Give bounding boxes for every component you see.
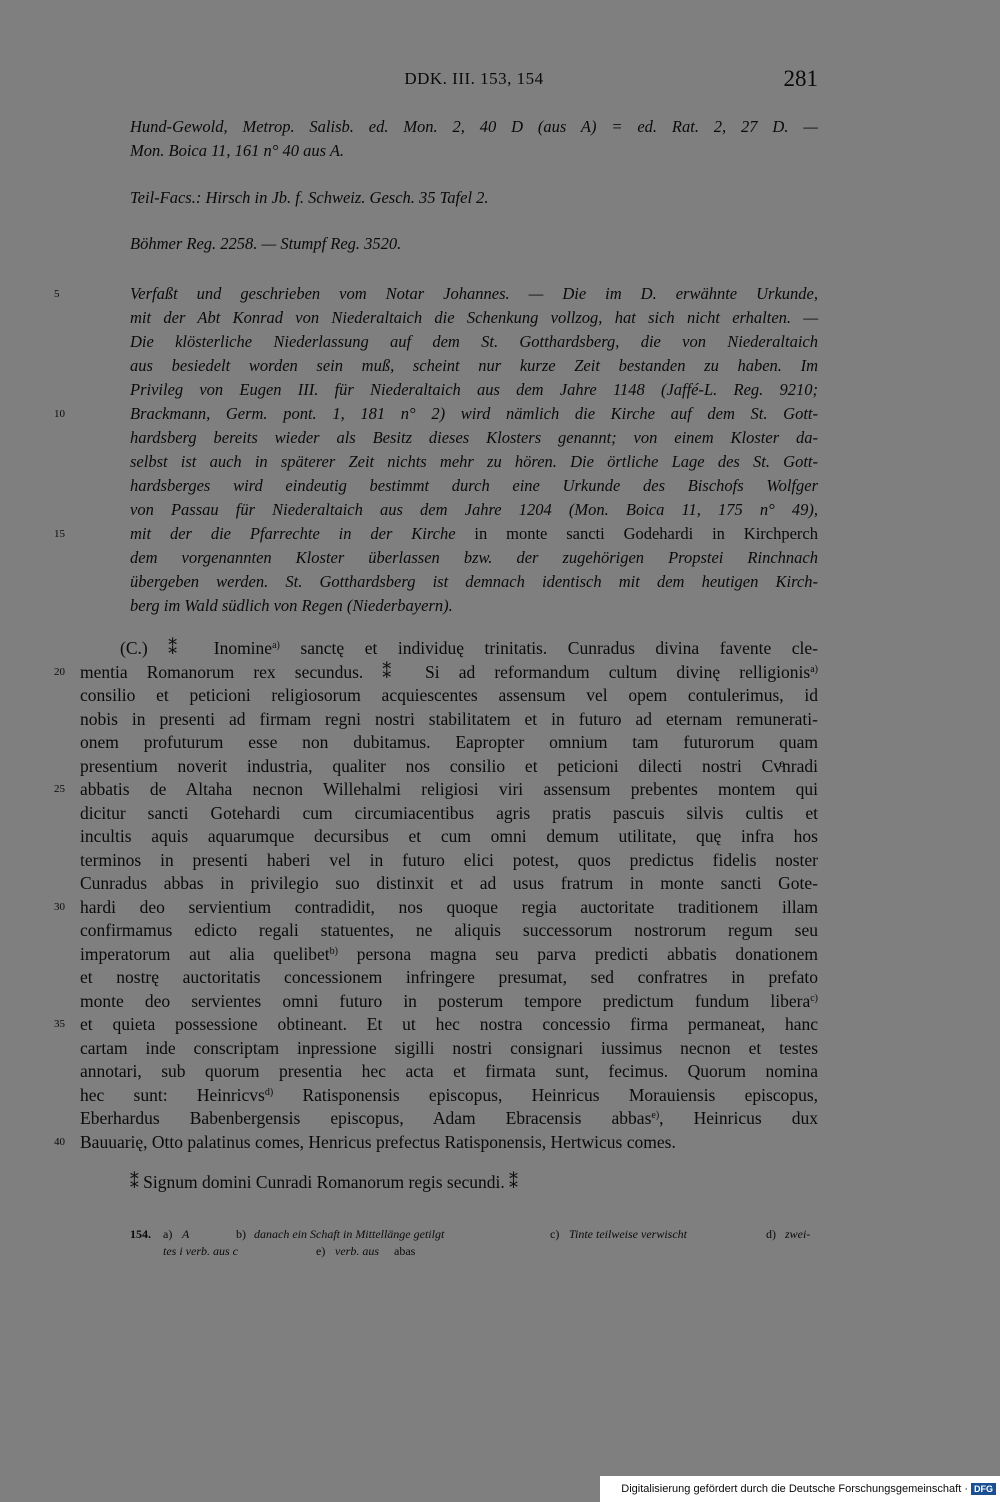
charter-text-segment: et nostrę auctoritatis concessionem infringere presumat, sed confratres in prefato xyxy=(80,967,818,987)
charter-text-segment: abbatis de Altaha necnon Willehalmi religiosi viri assensum prebentes montem qui xyxy=(80,779,818,799)
notes-row xyxy=(130,1243,818,1260)
commentary-text: übergeben werden. St. Gotthardsberg ist demnach identisch mit dem heutigen Kirch- xyxy=(130,572,818,591)
charter-text-segment: presentium noverit industria, qualiter nos consilio et peticioni dilecti nostri Cvͦnradi xyxy=(80,755,818,776)
footnote-marker: a) xyxy=(810,663,818,675)
charter-line xyxy=(80,755,818,779)
line-number: 10 xyxy=(54,408,65,420)
funding-credit: Digitalisierung gefördert durch die Deutsche Forschungsgemeinschaft xyxy=(621,1483,962,1495)
charter-line xyxy=(80,990,818,1014)
quoted-text: in monte sancti Godehardi in Kirchperch xyxy=(455,524,818,543)
note-a-label: a) xyxy=(163,1227,173,1241)
commentary-text: aus besiedelt worden sein muß, scheint nur kurze Zeit bestanden zu haben. Im xyxy=(130,356,818,375)
charter-line xyxy=(80,966,818,990)
commentary-text: mit der Abt Konrad von Niederaltaich die Schenkung vollzog, hat sich nicht erhalten. — xyxy=(130,308,818,327)
commentary-text: Brackmann, Germ. pont. 1, 181 n° 2) wird nämlich die Kirche auf dem St. Gott- xyxy=(130,404,818,423)
charter-line xyxy=(80,1060,818,1084)
charter-text-segment: onem profuturum esse non dubitamus. Eapropter omnium tam futurorum quam xyxy=(80,732,818,752)
line-number: 30 xyxy=(54,900,65,913)
line-number: 20 xyxy=(54,665,65,678)
charter-text-segment: incultis aquis aquarumque decursibus et cum omni demum utilitate, quę infra hos xyxy=(80,826,818,846)
commentary-line xyxy=(54,282,818,306)
note-d-continuation: tes i verb. aus c xyxy=(163,1244,238,1258)
running-title: DDK. III. 153, 154 xyxy=(404,69,544,88)
commentary-text: Privileg von Eugen III. für Niederaltaich aus dem Jahre 1148 (Jaffé-L. Reg. 9210; xyxy=(130,380,818,399)
note-d-text: zwei- xyxy=(785,1227,811,1241)
facs-line: Teil-Facs.: Hirsch in Jb. f. Schweiz. Gesch. 35 Tafel 2. xyxy=(130,188,489,207)
commentary-line xyxy=(54,402,818,426)
signum-line: ⁑ Signum domini Cunradi Romanorum regis secundi. ⁑ xyxy=(130,1172,518,1192)
footnote-marker: d) xyxy=(264,1086,274,1098)
critical-notes xyxy=(130,1226,818,1260)
charter-text-segment: Cunradus abbas in privilegio suo distinxit et ad usus fratrum in monte sancti Gote- xyxy=(80,873,818,893)
charter-line xyxy=(80,731,818,755)
commentary-section xyxy=(54,282,818,618)
commentary-text: von Passau für Niederaltaich aus dem Jahre 1204 (Mon. Boica 11, 175 n° 49), xyxy=(130,500,818,519)
charter-text-segment: imperatorum aut alia quelibet xyxy=(80,943,330,964)
note-e-label: e) xyxy=(316,1244,326,1258)
charter-text-segment: Bauuarię, Otto palatinus comes, Henricus prefectus Ratisponensis, Hertwicus comes. xyxy=(80,1131,676,1152)
note-d-label: d) xyxy=(766,1227,776,1241)
commentary-line xyxy=(130,594,818,618)
charter-line xyxy=(80,1107,818,1131)
note-e-text: verb. aus xyxy=(335,1244,379,1258)
note-a-text: A xyxy=(182,1227,190,1241)
commentary-text: hardsberg bereits wieder als Besitz dieses Klosters genannt; von einem Kloster da- xyxy=(130,428,818,447)
charter-line xyxy=(80,708,818,732)
running-header xyxy=(130,66,818,94)
footnote-marker: b) xyxy=(329,945,338,957)
charter-text-segment: annotari, sub quorum presentia hec acta et firmata sunt, fecimus. Quorum nomina xyxy=(80,1061,818,1081)
charter-text-segment: consilio et peticioni religiosorum acquiescentes assensum vel opem contulerimus, id xyxy=(80,685,818,705)
charter-line xyxy=(80,872,818,896)
charter-line xyxy=(80,919,818,943)
commentary-line xyxy=(130,330,818,354)
note-c-label: c) xyxy=(550,1227,560,1241)
charter-line xyxy=(80,1037,818,1061)
commentary-text: selbst ist auch in späterer Zeit nichts mehr zu hören. Die örtliche Lage des St. Gott- xyxy=(130,452,818,471)
charter-text-segment: Ratisponensis episcopus, Heinricus Morauiensis episcopus, xyxy=(273,1084,819,1105)
commentary-line xyxy=(130,546,818,570)
charter-text-segment: cartam inde conscriptam inpressione sigilli nostri consignari iussimus necnon et testes xyxy=(80,1037,818,1058)
commentary-line xyxy=(130,474,818,498)
commentary-text: berg im Wald südlich von Regen (Niederbayern). xyxy=(130,596,453,615)
commentary-line xyxy=(130,426,818,450)
charter-line xyxy=(80,849,818,873)
page-number: 281 xyxy=(783,66,818,91)
charter-text-segment: Eberhardus Babenbergensis episcopus, Adam Ebracensis abbas xyxy=(80,1108,652,1128)
regesta-note xyxy=(130,232,818,256)
source-line: Hund-Gewold, Metrop. Salisb. ed. Mon. 2, 40 D (aus A) = ed. Rat. 2, 27 D. — xyxy=(130,117,818,136)
charter-text-segment: hardi deo servientium contradidit, nos quoque regia auctoritate traditionem illam xyxy=(80,896,818,917)
commentary-text: Verfaßt und geschrieben vom Notar Johannes. — Die im D. erwähnte Urkunde, xyxy=(130,284,818,303)
charter-text-segment: sanctę et individuę trinitatis. Cunradus divina favente cle- xyxy=(279,638,818,658)
facsimile-note xyxy=(130,186,818,210)
funding-footer: Digitalisierung gefördert durch die Deutsche Forschungsgemeinschaft · DFG xyxy=(600,1476,1000,1502)
charter-line xyxy=(80,802,818,826)
charter-text-segment: , Heinricus dux xyxy=(659,1108,818,1128)
charter-text-segment: mentia Romanorum rex secundus. ⁑ Si ad reformandum cultum divinę relligionis xyxy=(80,661,811,682)
line-number: 40 xyxy=(54,1135,65,1148)
source-line: Mon. Boica 11, 161 n° 40 aus A. xyxy=(130,141,345,160)
regesta-line: Böhmer Reg. 2258. — Stumpf Reg. 3520. xyxy=(130,234,402,253)
commentary-line xyxy=(130,354,818,378)
charter-text-segment: terminos in presenti haberi vel in futuro elici potest, quos predictus fidelis noster xyxy=(80,849,818,870)
footnote-marker: c) xyxy=(810,992,818,1004)
commentary-line xyxy=(130,450,818,474)
line-number: 25 xyxy=(54,783,65,795)
note-number: 154. xyxy=(130,1227,151,1241)
sources-section xyxy=(130,115,818,163)
charter-line xyxy=(80,684,818,708)
charter-line xyxy=(80,637,818,661)
commentary-text: hardsberges wird eindeutig bestimmt durch eine Urkunde des Bischofs Wolfger xyxy=(130,476,818,495)
charter-line xyxy=(54,778,818,802)
commentary-line xyxy=(130,498,818,522)
commentary-line xyxy=(130,306,818,330)
note-b-label: b) xyxy=(236,1227,246,1241)
charter-text xyxy=(54,637,819,1154)
charter-text-segment: nobis in presenti ad firmam regni nostri stabilitatem et in futuro ad eternam remunerati- xyxy=(80,708,818,729)
commentary-text: mit der die Pfarrechte in der Kirche xyxy=(130,524,456,543)
footnote-marker: e) xyxy=(651,1110,660,1121)
note-c-text: Tinte teilweise verwischt xyxy=(569,1227,687,1241)
charter-text-segment: (C.) ⁑ Inomine xyxy=(120,638,273,658)
charter-text-segment: monte deo servientes omni futuro in posterum tempore predictum fundum libera xyxy=(80,990,811,1011)
charter-line xyxy=(80,1084,818,1108)
charter-line xyxy=(54,1013,818,1037)
line-number: 35 xyxy=(54,1018,65,1030)
commentary-text: Die klösterliche Niederlassung auf dem St. Gotthardsberg, die von Niederaltaich xyxy=(130,332,818,351)
notes-row xyxy=(130,1226,818,1243)
charter-line xyxy=(54,1131,818,1155)
note-e-value: abas xyxy=(394,1244,416,1258)
footnote-marker: a) xyxy=(272,640,280,651)
charter-line xyxy=(54,661,818,685)
commentary-text: dem vorgenannten Kloster überlassen bzw. der zugehörigen Propstei Rinchnach xyxy=(130,548,818,567)
line-number: 5 xyxy=(54,288,60,300)
charter-line xyxy=(80,825,818,849)
commentary-line xyxy=(130,570,818,594)
charter-text-segment: confirmamus edicto regali statuentes, ne aliquis successorum nostrorum regum seu xyxy=(80,920,818,940)
charter-text-segment: dicitur sancti Gotehardi cum circumiacentibus agris pratis pascuis silvis cultis et xyxy=(80,802,818,823)
charter-text-segment: persona magna seu parva predicti abbatis donationem xyxy=(337,943,818,964)
dfg-logo: DFG xyxy=(971,1483,996,1495)
charter-text-segment: hec sunt: Heinricvs xyxy=(80,1084,265,1105)
note-b-text: danach ein Schaft in Mittellänge getilgt xyxy=(254,1227,445,1241)
charter-text-segment: et quieta possessione obtineant. Et ut hec nostra concessio firma permaneat, hanc xyxy=(80,1014,818,1034)
commentary-line xyxy=(130,378,818,402)
line-number: 15 xyxy=(54,528,65,540)
charter-line xyxy=(54,896,818,920)
commentary-line xyxy=(54,522,818,546)
charter-line xyxy=(80,943,818,967)
